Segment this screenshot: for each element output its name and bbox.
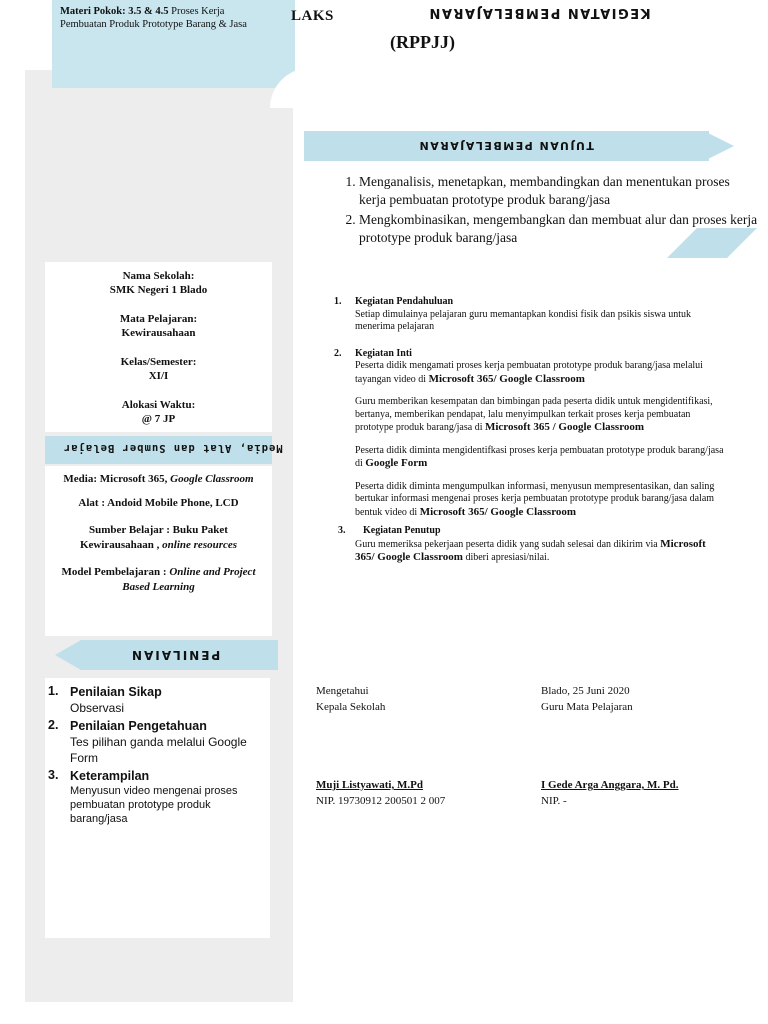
kelas-label: Kelas/Semester: bbox=[120, 356, 197, 368]
kepala-sekolah-name: Muji Listyawati, M.Pd bbox=[316, 779, 423, 791]
kegiatan-title: KEGIATAN PEMBELAJARAN bbox=[428, 5, 651, 20]
mata-pelajaran bbox=[45, 312, 272, 340]
guru-nip: NIP. - bbox=[541, 795, 567, 807]
signature-kepala-sekolah: Mengetahui Kepala Sekolah Muji Listyawati, M.Pd NIP. 19730912 200501 2 007 bbox=[316, 683, 516, 809]
penilaian-item: 2. Penilaian Pengetahuan Tes pilihan ganda melalui Google Form bbox=[48, 718, 247, 765]
media-band-title: Media, Alat dan Sumber Belajar bbox=[63, 442, 283, 454]
kegiatan-inti-p4: Peserta didik diminta mengumpulkan informasi, menyusun mempresentasikan, dan saling bertukar informasi mengenai proses kerja pembuatan prototype produk barang/jasa dalam bentuk video di Microsoft 365/ Google Classroom bbox=[355, 480, 715, 518]
media-info-box bbox=[45, 466, 272, 636]
tujuan-band-tip bbox=[704, 131, 734, 161]
kegiatan-pendahuluan: 1. Kegiatan Pendahuluan Setiap dimulainya pelajaran guru memantapkan kondisi fisik dan psikis siswa untuk menerima pelajaran bbox=[334, 296, 692, 332]
penilaian-list bbox=[48, 684, 263, 828]
model-line: Model Pembelajaran : Online and Project Based Learning bbox=[61, 566, 256, 593]
tujuan-item: 2. Mengkombinasikan, mengembangkan dan membuat alur dan proses kerja prototype produk barang/jasa bbox=[359, 211, 759, 247]
waktu-label: Alokasi Waktu: bbox=[121, 399, 196, 411]
school-info-box bbox=[45, 262, 272, 432]
laks-text: LAKS bbox=[291, 8, 334, 24]
nama-sekolah-label: Nama Sekolah: bbox=[122, 270, 195, 282]
kegiatan-penutup: 3. Kegiatan Penutup Guru memeriksa pekerjaan peserta didik yang sudah selesai dan dikirim via Microsoft 365/ Google Classroom diberi apresiasi/nilai. bbox=[338, 525, 706, 563]
kegiatan-inti-p2: Guru memberikan kesempatan dan bimbingan pada peserta didik untuk mengidentifikasi, bertanya, memberikan pendapat, lalu menyimpulkan terkait proses kerja pembuatan prototype produk barang/jasa di Microsoft 365 / Google Classroom bbox=[355, 396, 713, 433]
nama-sekolah-value: SMK Negeri 1 Blado bbox=[109, 284, 208, 296]
penilaian-item: 3. Keterampilan Menyusun video mengenai proses pembuatan prototype produk barang/jasa bbox=[48, 768, 238, 825]
materi-label: Materi Pokok: 3.5 & 4.5 bbox=[60, 6, 169, 17]
mapel-value: Kewirausahaan bbox=[121, 327, 196, 339]
kegiatan-inti-p1: Peserta didik mengamati proses kerja pembuatan prototype produk barang/jasa melalui tayangan video di Microsoft 365/ Google Classroom bbox=[355, 360, 703, 385]
penilaian-item: 1. Penilaian Sikap Observasi bbox=[48, 684, 162, 715]
penilaian-band-tip bbox=[55, 640, 81, 670]
rppjj-title: (RPPJJ) bbox=[390, 32, 455, 52]
kegiatan-inti: 2. Kegiatan Inti Peserta didik mengamati proses kerja pembuatan prototype produk barang/jasa melalui tayangan video di Microsoft 365/ Google Classroom Guru memberikan kesempatan dan bimbingan pada peserta didik untuk mengidentifikasi, bertanya, memberikan pendapat, lalu menyimpulkan terkait proses kerja pembuatan prototype produk barang/jasa di Microsoft 365 / Google Classroom Peserta didik diminta mengidentifkasi proses kerja pembuatan prototype produk barang/jasa di Google Form Peserta didik diminta mengumpulkan informasi, menyusun mempresentasikan, dan saling bertukar informasi mengenai proses kerja pembuatan prototype produk barang/jasa dalam bentuk video di Microsoft 365/ Google Classroom bbox=[334, 347, 724, 518]
kelas-semester bbox=[45, 355, 272, 383]
sumber-line: Sumber Belajar : Buku Paket Kewirausahaan , online resources bbox=[79, 524, 238, 551]
waktu-value: @ 7 JP bbox=[141, 413, 176, 425]
alat-line: Alat : Andoid Mobile Phone, LCD bbox=[78, 497, 239, 509]
materi-text-2: Pembuatan Produk Prototype Barang & Jasa bbox=[60, 19, 247, 30]
tujuan-title: TUJUAN PEMBELAJARAN bbox=[418, 139, 594, 152]
materi-pokok bbox=[60, 5, 275, 31]
nama-sekolah bbox=[45, 269, 272, 297]
penilaian-title: PENILAIAN bbox=[130, 648, 221, 662]
kegiatan-list bbox=[324, 296, 724, 579]
materi-text-1: Proses Kerja bbox=[168, 6, 225, 17]
guru-name: I Gede Arga Anggara, M. Pd. bbox=[541, 779, 679, 791]
media-line: Media: Microsoft 365, Google Classroom bbox=[63, 473, 254, 485]
kegiatan-inti-p3: Peserta didik diminta mengidentifkasi proses kerja pembuatan prototype produk barang/jasa di Google Form bbox=[355, 444, 724, 469]
mapel-label: Mata Pelajaran: bbox=[119, 313, 198, 325]
signature-guru: Blado, 25 Juni 2020 Guru Mata Pelajaran I Gede Arga Anggara, M. Pd. NIP. - bbox=[541, 683, 741, 809]
alokasi-waktu bbox=[45, 398, 272, 426]
tujuan-item: 1. Menganalisis, menetapkan, membandingkan dan menentukan proses kerja pembuatan prototype produk barang/jasa bbox=[359, 173, 759, 209]
kepala-sekolah-nip: NIP. 19730912 200501 2 007 bbox=[316, 795, 446, 807]
kelas-value: XI/I bbox=[148, 370, 169, 382]
